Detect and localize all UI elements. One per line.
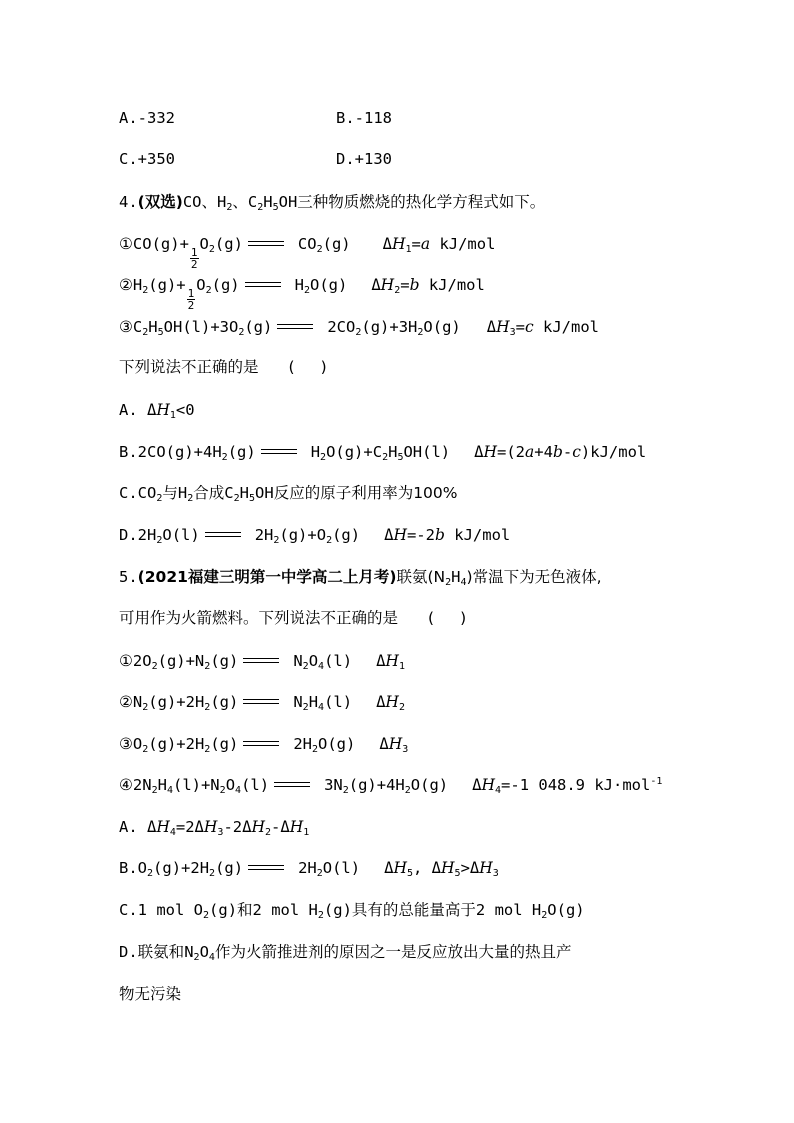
q5-option-c: C.1 mol $O_2(g)$和2 mol $H_2(g)$具有的总能量高于2 mol $H_2O(g)$ [119, 901, 585, 921]
q5-equation-3: $③O_2(g)+2H_2(g)$ $2H_2O(g)$ $\Delta H_3$ [119, 735, 409, 755]
q5-equation-2: $②N_2(g)+2H_2(g)$ $N_2H_4(l)$ $\Delta H_2$ [119, 693, 405, 713]
fraction-half: $\frac{1}{2}$ [190, 246, 198, 271]
q4-option-a: A. $\Delta H_1<0$ [119, 401, 195, 421]
q5-option-a: A. $\Delta H_4=2\Delta H_3-2\Delta H_2-\Delta H_1$ [119, 818, 310, 838]
q3-option-b: B.-118 [336, 109, 392, 127]
reaction-arrow [261, 449, 297, 454]
reaction-arrow [243, 699, 279, 704]
q4-equation-2: $②H_2(g)+$ $\frac{1}{2}$ $O_2(g)$ $H_2O(g)$ $\Delta H_2=b$ kJ/mol [119, 276, 485, 312]
reaction-arrow [248, 241, 284, 246]
q4-option-d: $D.2H_2O(l)$ $2H_2(g)+O_2(g)$ ΔH=-2b kJ/mol [119, 526, 511, 546]
q4-option-c: $C.CO_2$与$H_2$合成$C_2H_5OH$反应的原子利用率为100% [119, 484, 458, 504]
reaction-arrow [243, 658, 279, 663]
q5-option-d: D.联氨和$N_2O_4$作为火箭推进剂的原因之一是反应放出大量的热且产 [119, 943, 572, 963]
q3-option-c: C.+350 [119, 150, 175, 168]
fraction-half: $\frac{1}{2}$ [187, 287, 195, 312]
q5-option-b: $B.O_2(g)+2H_2(g)$ $2H_2O(l)$ $\Delta H_5$, $\Delta H_5>\Delta H_3$ [119, 859, 499, 879]
q5-stem: 5.(2021福建三明第一中学高二上月考)联氨$(N_2H_4)$常温下为无色液体, [119, 568, 602, 588]
q4-stem: 4.(双选)CO、$H_2$、$C_2H_5OH$三种物质燃烧的热化学方程式如下。 [119, 193, 546, 213]
reaction-arrow [274, 782, 310, 787]
q4-equation-3: $③C_2H_5OH(l)+3O_2(g)$ $2CO_2(g)+3H_2O(g)$ $\Delta H_3=c$ kJ/mol [119, 318, 599, 338]
reaction-arrow [243, 741, 279, 746]
reaction-arrow [245, 282, 281, 287]
q5-equation-1: $①2O_2(g)+N_2(g)$ $N_2O_4(l)$ $\Delta H_1$ [119, 652, 405, 672]
reaction-arrow [277, 324, 313, 329]
q4-option-b: $B.2CO(g)+4H_2(g)$ $H_2O(g)+C_2H_5OH(l)$ ΔH=(2a+4b-c)kJ/mol [119, 443, 647, 463]
reaction-arrow [205, 532, 241, 537]
q4-question: 下列说法不正确的是 ( ) [119, 358, 327, 376]
q5-option-d-line2: 物无污染 [119, 985, 182, 1003]
q3-option-d: D.+130 [336, 150, 392, 168]
q5-stem-line2: 可用作为火箭燃料。下列说法不正确的是 ( ) [119, 609, 467, 627]
q4-equation-1: ①CO(g)+ $\frac{1}{2}$ $O_2(g)$ $CO_2(g)$ $\Delta H_1=a$ kJ/mol [119, 235, 496, 271]
q5-equation-4: $④2N_2H_4(l)+N_2O_4(l)$ $3N_2(g)+4H_2O(g)$ $\Delta H_4=-1$ 048.9 kJ·mol$^{-1}$ [119, 776, 663, 796]
reaction-arrow [248, 865, 284, 870]
q3-option-a: A.-332 [119, 109, 175, 127]
